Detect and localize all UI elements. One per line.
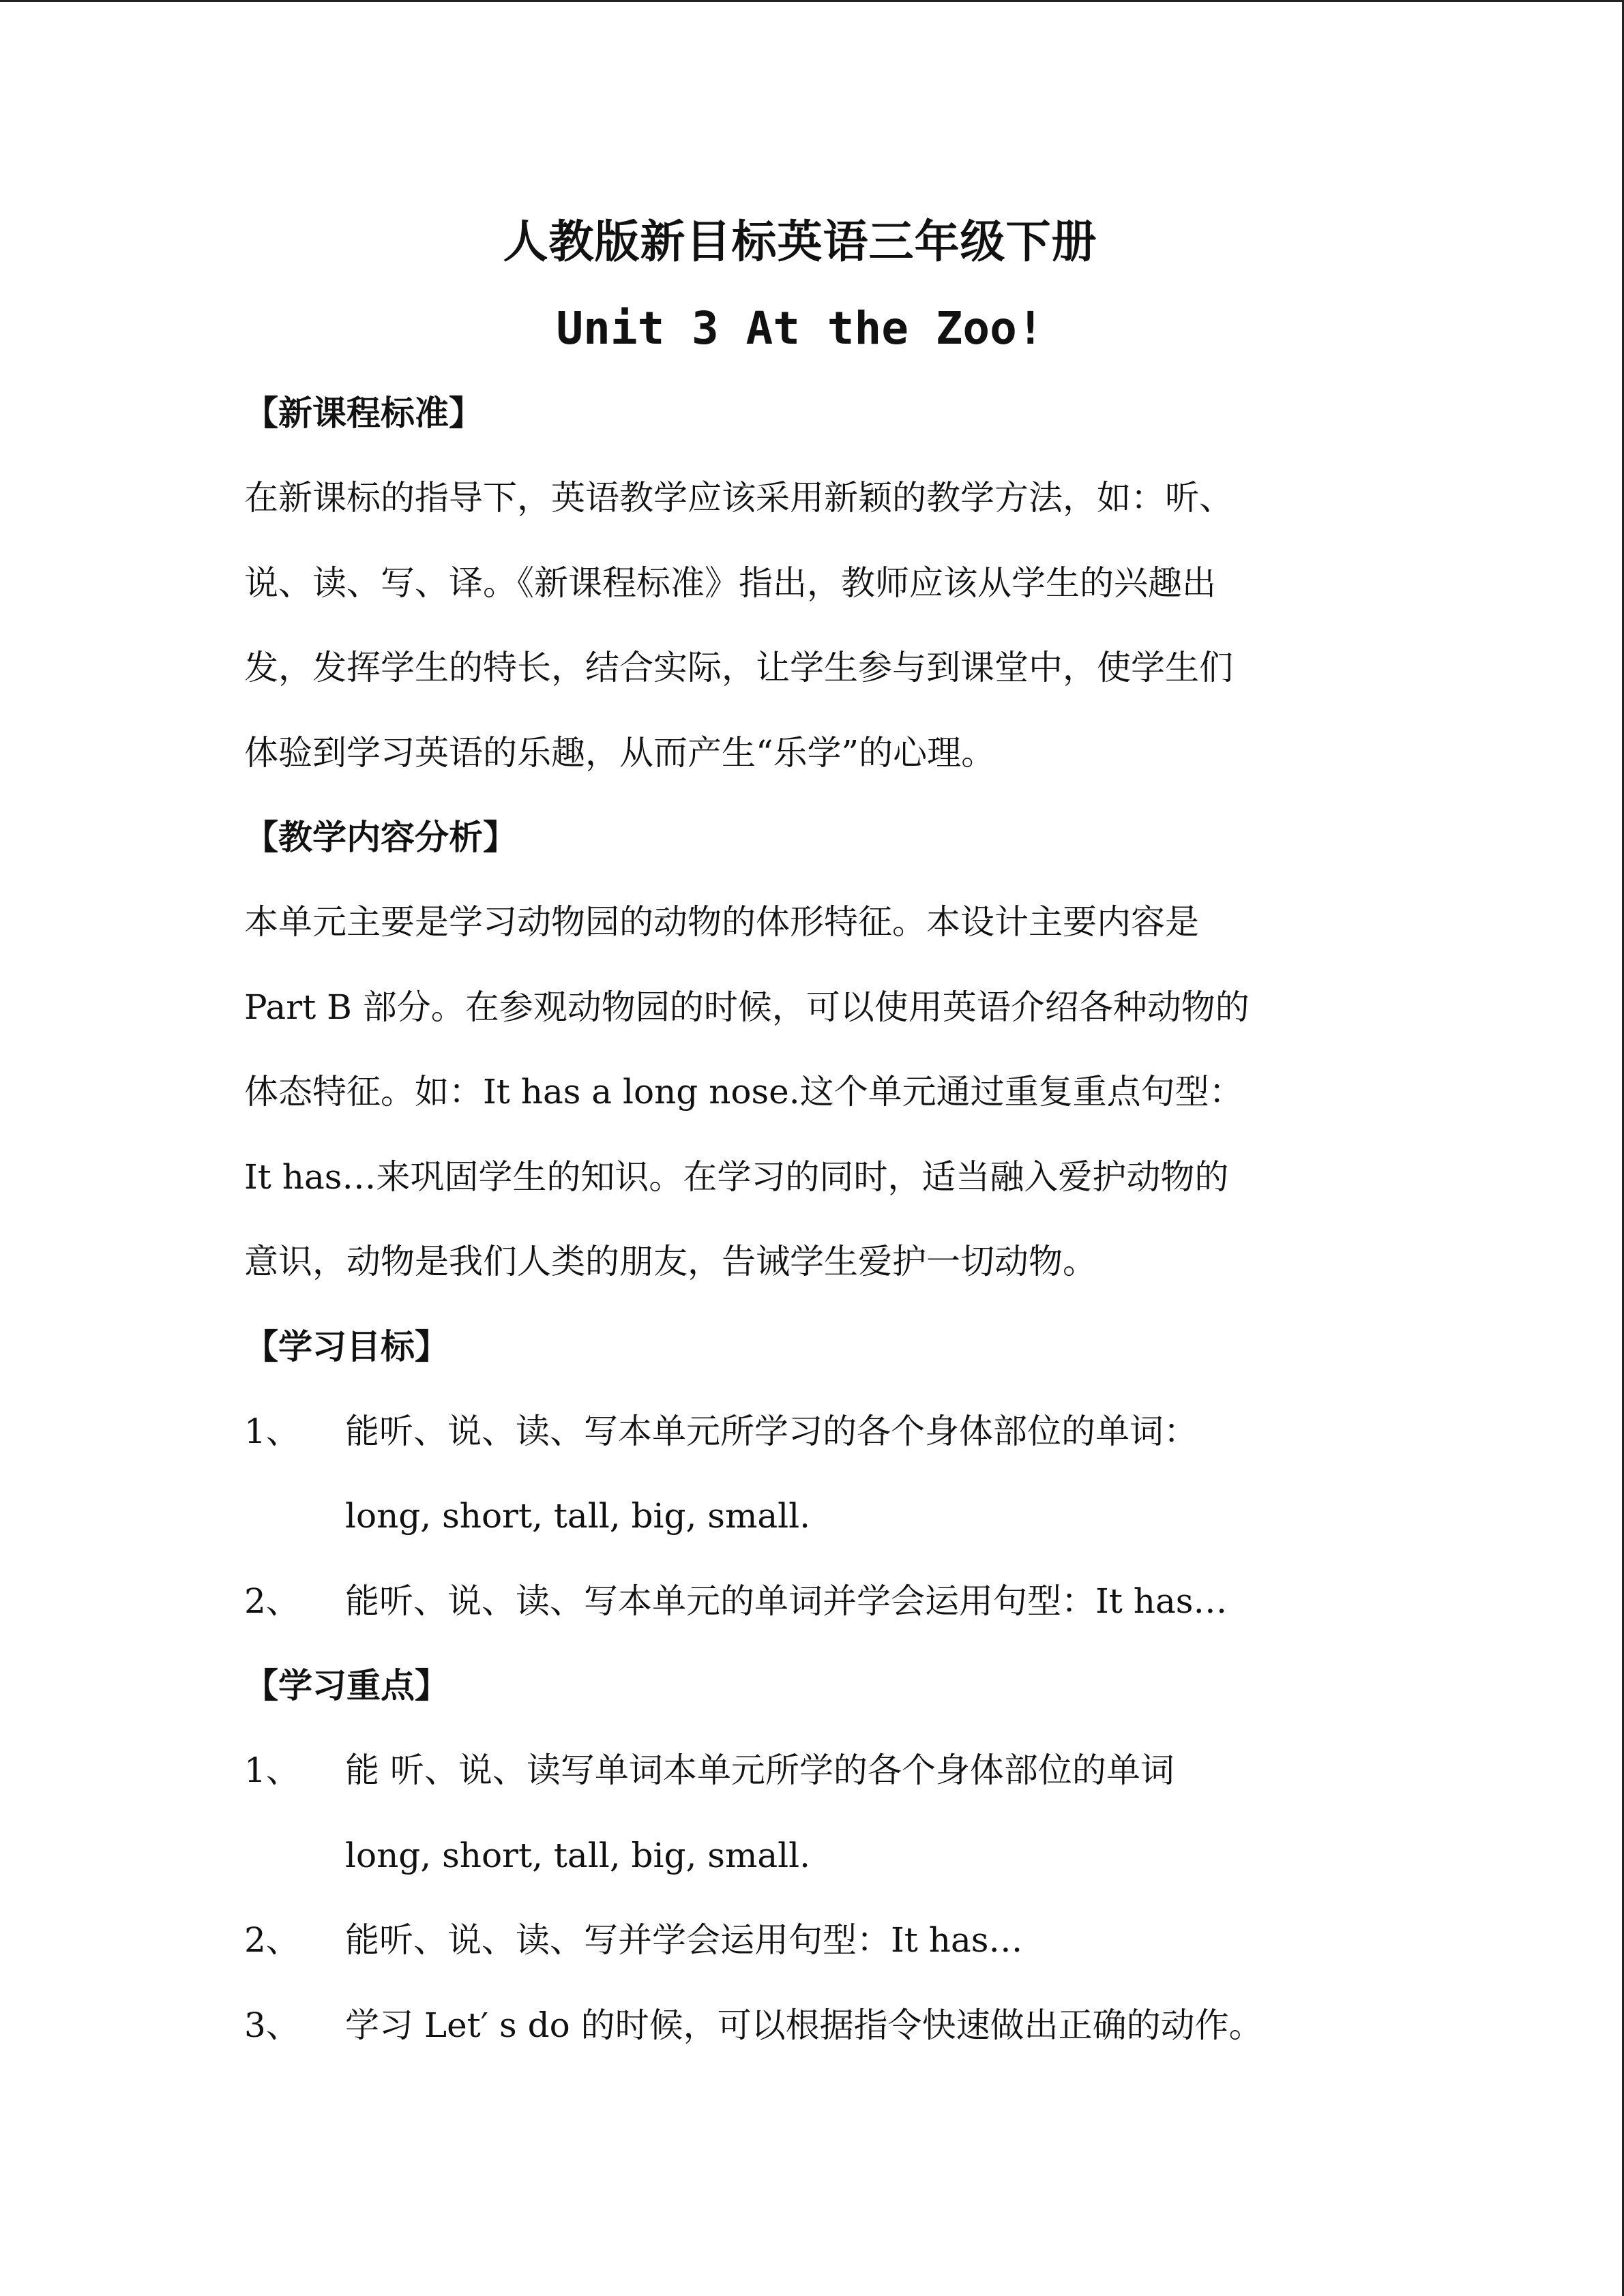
objective-item	[244, 1389, 1376, 1559]
section-heading-analysis: 【教学内容分析】	[244, 818, 517, 857]
document-title: 人教版新目标英语三年级下册	[503, 215, 1097, 268]
paragraph-line: It has…来巩固学生的知识。在学习的同时，适当融入爱护动物的	[244, 1157, 1229, 1197]
keypoint-item	[244, 1983, 1376, 2068]
section-heading-keypoints: 【学习重点】	[244, 1666, 449, 1705]
document-body	[244, 198, 1376, 2068]
objective-item	[244, 1559, 1376, 1644]
paragraph-line: 意识，动物是我们人类的朋友，告诫学生爱护一切动物。	[244, 1242, 1097, 1281]
list-number: 1、	[244, 1411, 300, 1451]
list-text: 能听、说、读、写并学会运用句型：It has…	[345, 1920, 1023, 1960]
list-text: 学习 Let′ s do 的时候，可以根据指令快速做出正确的动作。	[345, 2005, 1263, 2045]
list-text: 能听、说、读、写本单元所学习的各个身体部位的单词：	[345, 1411, 1198, 1451]
list-text: 能 听、说、读写单词本单元所学的各个身体部位的单词	[345, 1750, 1175, 1790]
paragraph-line: 发，发挥学生的特长，结合实际，让学生参与到课堂中，使学生们	[244, 648, 1233, 687]
list-continuation: long, short, tall, big, small.	[345, 1835, 811, 1875]
paragraph-line: Part B 部分。在参观动物园的时候，可以使用英语介绍各种动物的	[244, 987, 1250, 1027]
document-subtitle: Unit 3 At the Zoo!	[556, 302, 1044, 355]
list-continuation: long, short, tall, big, small.	[345, 1496, 811, 1536]
paragraph-line: 体态特征。如：It has a long nose.这个单元通过重复重点句型：	[244, 1072, 1243, 1112]
list-number: 2、	[244, 1920, 300, 1960]
section-paragraph-analysis	[244, 880, 1363, 1304]
keypoint-item	[244, 1728, 1376, 1898]
section-heading-objectives: 【学习目标】	[244, 1326, 449, 1367]
paragraph-line: 体验到学习英语的乐趣，从而产生“乐学”的心理。	[244, 732, 996, 773]
list-number: 1、	[244, 1750, 300, 1790]
paragraph-line: 说、读、写、译。《新课程标准》指出，教师应该从学生的兴趣出	[244, 563, 1216, 603]
list-text: 能听、说、读、写本单元的单词并学会运用句型：It has…	[345, 1581, 1228, 1621]
section-heading-standard: 【新课程标准】	[244, 393, 483, 433]
paragraph-line: 本单元主要是学习动物园的动物的体形特征。本设计主要内容是	[244, 902, 1199, 942]
paragraph-line: 在新课标的指导下，英语教学应该采用新颖的教学方法，如：听、	[244, 478, 1233, 518]
list-number: 3、	[244, 2005, 300, 2045]
section-paragraph-standard	[244, 456, 1363, 795]
list-number: 2、	[244, 1581, 300, 1621]
keypoint-item	[244, 1898, 1376, 1983]
